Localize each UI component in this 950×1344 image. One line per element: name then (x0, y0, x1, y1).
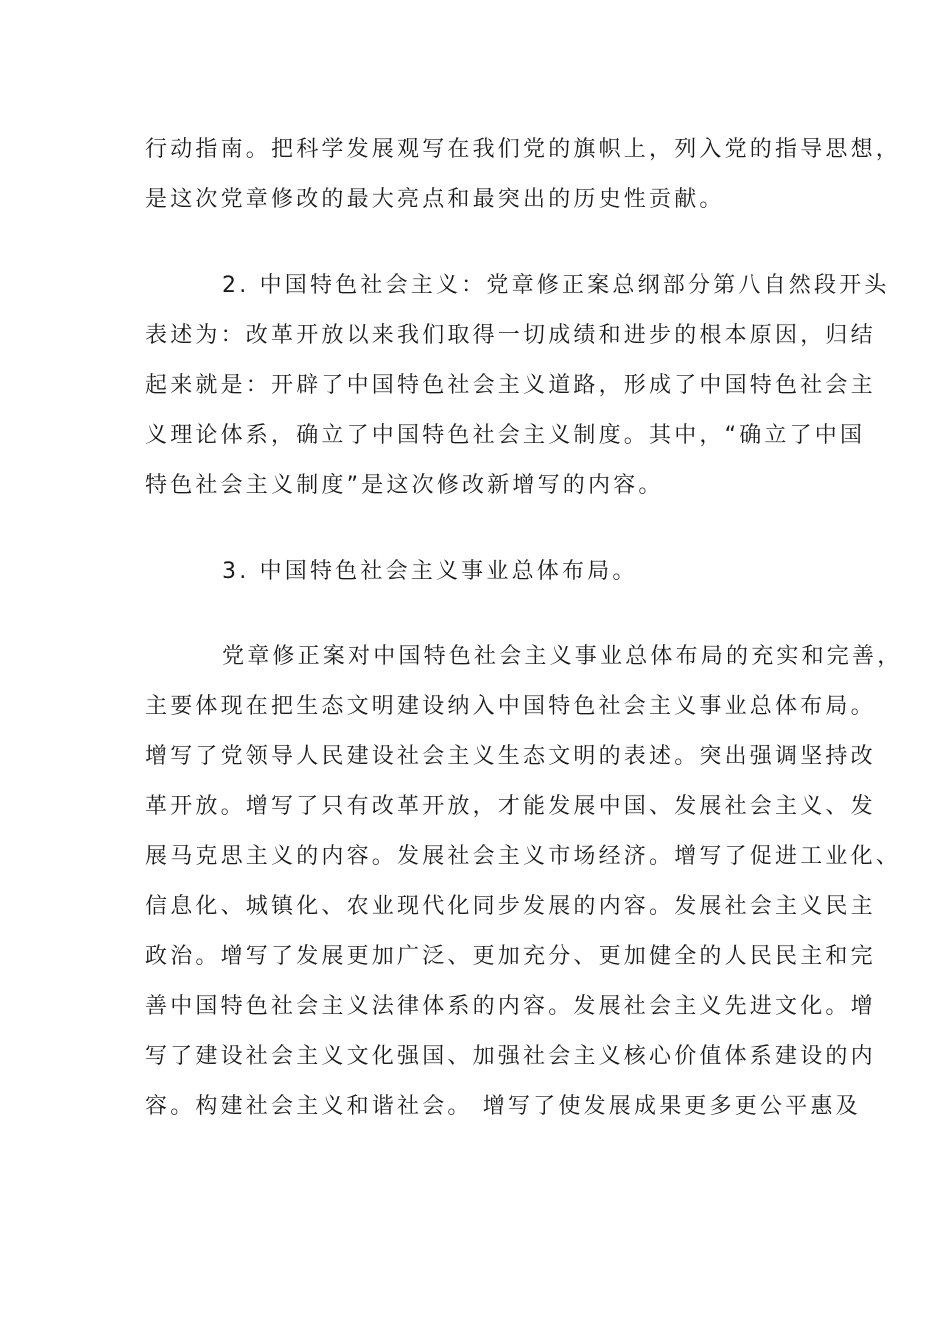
text-line: 义理论体系，确立了中国特色社会主义制度。其中，“确立了中国 (145, 423, 866, 448)
text-line: 主要体现在把生态文明建设纳入中国特色社会主义事业总体布局。 (145, 694, 876, 719)
text-line: 党章修正案对中国特色社会主义事业总体布局的充实和完善， (222, 644, 903, 669)
text-line: 信息化、城镇化、农业现代化同步发展的内容。发展社会主义民主 (145, 894, 876, 919)
text-line: 革开放。增写了只有改革开放，才能发展中国、发展社会主义、发 (145, 794, 876, 819)
text-line: 写了建设社会主义文化强国、加强社会主义核心价值体系建设的内 (145, 1044, 876, 1069)
text-line: 表述为：改革开放以来我们取得一切成绩和进步的根本原因，归结 (145, 323, 876, 348)
text-line: 起来就是：开辟了中国特色社会主义道路，形成了中国特色社会主 (145, 373, 876, 398)
text-line: 善中国特色社会主义法律体系的内容。发展社会主义先进文化。增 (145, 994, 876, 1019)
text-line: 政治。增写了发展更加广泛、更加充分、更加健全的人民民主和完 (145, 944, 876, 969)
text-line: 特色社会主义制度”是这次修改新增写的内容。 (145, 473, 664, 498)
text-line: 是这次党章修改的最大亮点和最突出的历史性贡献。 (145, 187, 725, 212)
text-line: 3. 中国特色社会主义事业总体布局。 (222, 559, 638, 584)
text-line: 行动指南。把科学发展观写在我们党的旗帜上，列入党的指导思想， (145, 137, 902, 162)
text-line: 2. 中国特色社会主义：党章修正案总纲部分第八自然段开头 (222, 273, 890, 298)
text-line: 增写了党领导人民建设社会主义生态文明的表述。突出强调坚持改 (145, 744, 876, 769)
text-line: 展马克思主义的内容。发展社会主义市场经济。增写了促进工业化、 (145, 844, 902, 869)
text-line: 容。构建社会主义和谐社会。 增写了使发展成果更多更公平惠及 (145, 1094, 861, 1119)
